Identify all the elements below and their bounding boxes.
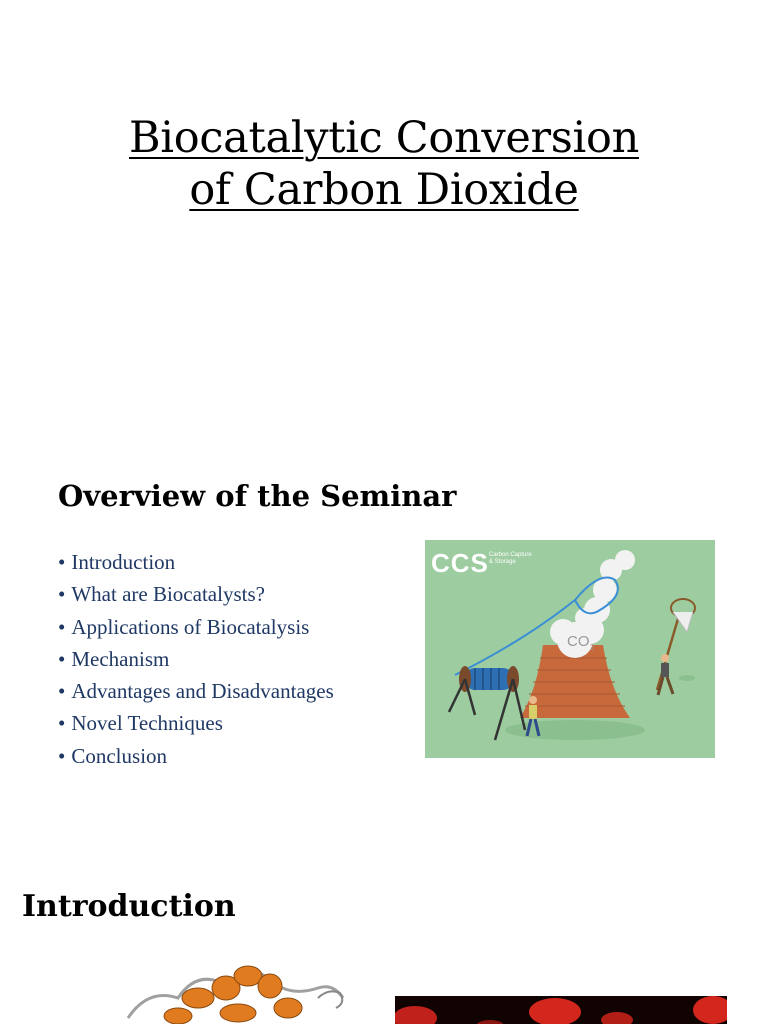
svg-text:2: 2 bbox=[590, 643, 595, 652]
introduction-heading: Introduction bbox=[22, 889, 236, 924]
list-item: • Novel Techniques bbox=[58, 707, 334, 739]
ccs-illustration bbox=[425, 540, 715, 758]
overview-heading: Overview of the Seminar bbox=[58, 479, 457, 513]
title-line-2: of Carbon Dioxide bbox=[189, 165, 579, 215]
slide-title bbox=[0, 112, 768, 216]
protein-structure-image bbox=[118, 958, 354, 1024]
overview-list bbox=[58, 546, 334, 772]
carbon-capture-illustration bbox=[425, 540, 715, 758]
red-cells-image bbox=[395, 996, 727, 1024]
co2-label: CO bbox=[567, 633, 590, 650]
protein-ribbon-illustration bbox=[118, 958, 354, 1024]
title-line-1: Biocatalytic Conversion bbox=[129, 113, 639, 163]
list-item: • Conclusion bbox=[58, 740, 334, 772]
red-cells-illustration bbox=[395, 996, 727, 1024]
ccs-logo-subtext: Carbon Capture & Storage bbox=[489, 552, 532, 565]
list-item: • Applications of Biocatalysis bbox=[58, 611, 334, 643]
ccs-logo: CCS bbox=[431, 548, 489, 578]
list-item: • Introduction bbox=[58, 546, 334, 578]
list-item: • Advantages and Disadvantages bbox=[58, 675, 334, 707]
list-item: • What are Biocatalysts? bbox=[58, 578, 334, 610]
list-item: • Mechanism bbox=[58, 643, 334, 675]
